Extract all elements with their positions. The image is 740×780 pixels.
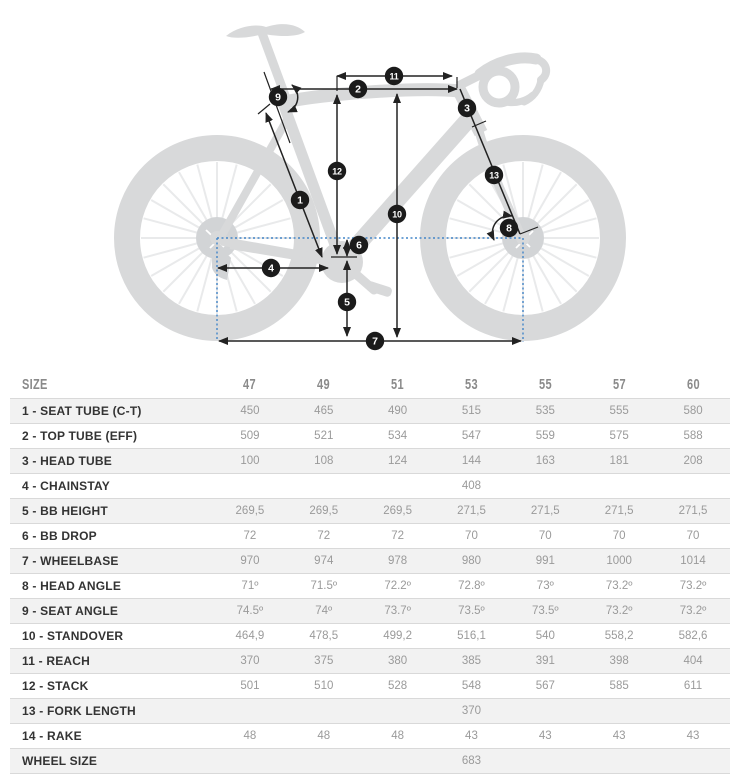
cell-value: 575 — [609, 430, 629, 442]
cell-value: 43 — [465, 730, 478, 742]
top-tube — [284, 90, 459, 102]
cell-value: 408 — [461, 480, 482, 492]
table-row — [10, 474, 730, 499]
cell-value: 73.2º — [679, 580, 707, 592]
row-label: 10 - STANDOVER — [22, 629, 124, 643]
pedal — [365, 280, 393, 298]
cell-value: 490 — [388, 405, 408, 417]
cell-value: 683 — [461, 755, 482, 767]
badge-3 — [458, 99, 476, 117]
svg-text:12: 12 — [332, 166, 342, 177]
cell-value: 72 — [391, 530, 404, 542]
cell-value: 271,5 — [678, 505, 708, 517]
cell-value: 611 — [683, 680, 703, 692]
cell-value: 528 — [388, 680, 408, 692]
cell-value — [361, 474, 435, 499]
row-label: 8 - HEAD ANGLE — [22, 579, 122, 593]
svg-text:2: 2 — [355, 83, 361, 96]
cell-value: 70 — [686, 530, 700, 542]
table-row — [10, 499, 730, 524]
cell-value: 559 — [535, 430, 555, 442]
cell-value: 271,5 — [604, 505, 634, 517]
cell-value: 585 — [609, 680, 629, 692]
svg-text:7: 7 — [372, 335, 378, 348]
geometry-table-body — [10, 399, 730, 774]
badge-10 — [388, 205, 406, 223]
cell-value: 555 — [609, 405, 629, 417]
cell-value: 980 — [461, 555, 482, 567]
table-row — [10, 649, 730, 674]
cell-value: 73º — [536, 580, 554, 592]
cell-value: 70 — [465, 530, 478, 542]
cell-value: 548 — [461, 680, 482, 692]
table-row — [10, 549, 730, 574]
badge-6 — [350, 236, 368, 254]
cell-value: 580 — [683, 405, 703, 417]
cell-value: 72.8º — [458, 580, 485, 592]
cell-value: 163 — [535, 455, 555, 467]
cell-value: 48 — [317, 730, 331, 742]
cell-value: 100 — [240, 455, 260, 467]
cell-value: 398 — [609, 655, 629, 667]
cell-value: 370 — [461, 705, 482, 717]
size-col-1: 47 — [243, 377, 257, 393]
svg-text:6: 6 — [356, 239, 362, 252]
cell-value: 124 — [388, 455, 408, 467]
row-label: 7 - WHEELBASE — [22, 554, 119, 568]
row-label: 3 - HEAD TUBE — [22, 454, 112, 468]
badge-13 — [485, 166, 503, 184]
svg-text:8: 8 — [506, 222, 512, 235]
table-row — [10, 674, 730, 699]
svg-text:13: 13 — [489, 170, 499, 181]
cell-value: 547 — [461, 430, 482, 442]
cell-value: 588 — [683, 430, 703, 442]
cell-value: 144 — [461, 455, 482, 467]
row-label: 12 - STACK — [22, 679, 89, 693]
cell-value — [656, 749, 730, 774]
cell-value: 450 — [240, 405, 260, 417]
cell-value — [361, 699, 435, 724]
cell-value: 70 — [612, 530, 626, 542]
row-label: 1 - SEAT TUBE (C-T) — [22, 404, 142, 418]
row-label: 9 - SEAT ANGLE — [22, 604, 119, 618]
cell-value: 73.2º — [605, 605, 633, 617]
svg-text:9: 9 — [275, 91, 281, 104]
cell-value: 72 — [317, 530, 331, 542]
badge-7 — [366, 332, 384, 350]
badge-12 — [328, 162, 346, 180]
cell-value: 108 — [314, 455, 334, 467]
table-row — [10, 599, 730, 624]
cell-value: 385 — [461, 655, 482, 667]
svg-text:10: 10 — [392, 209, 402, 220]
bike-geometry-diagram — [0, 0, 740, 372]
badge-11 — [385, 67, 403, 85]
cell-value: 375 — [314, 655, 334, 667]
badge-4 — [262, 259, 280, 277]
cell-value: 391 — [535, 655, 555, 667]
cell-value — [213, 474, 287, 499]
size-col-3: 51 — [391, 377, 405, 393]
table-row — [10, 749, 730, 774]
cell-value: 72.2º — [384, 580, 411, 592]
badge-8 — [500, 219, 518, 237]
row-label: WHEEL SIZE — [22, 754, 98, 768]
cell-value: 73.5º — [532, 605, 559, 617]
cell-value — [287, 474, 361, 499]
cell-value — [287, 699, 361, 724]
svg-text:3: 3 — [464, 102, 470, 115]
cell-value: 516,1 — [457, 630, 486, 642]
cell-value: 73.2º — [605, 580, 633, 592]
svg-text:4: 4 — [268, 262, 274, 275]
badge-2 — [349, 80, 367, 98]
row-label: 13 - FORK LENGTH — [22, 704, 136, 718]
table-row — [10, 424, 730, 449]
cell-value: 499,2 — [383, 630, 412, 642]
size-header-label: SIZE — [22, 377, 48, 393]
geometry-table-header — [10, 372, 730, 399]
cell-value — [656, 699, 730, 724]
cell-value: 73.5º — [458, 605, 485, 617]
cell-value: 43 — [612, 730, 626, 742]
cell-value: 181 — [609, 455, 629, 467]
cell-value: 48 — [243, 730, 257, 742]
cell-value: 73.7º — [384, 605, 411, 617]
cell-value: 71º — [241, 580, 259, 592]
cell-value: 404 — [683, 655, 703, 667]
cell-value: 71.5º — [310, 580, 338, 592]
cell-value: 1000 — [606, 555, 632, 567]
badge-9 — [269, 88, 287, 106]
svg-text:11: 11 — [389, 71, 399, 82]
cell-value: 991 — [535, 555, 555, 567]
row-label: 5 - BB HEIGHT — [22, 504, 108, 518]
cell-value: 501 — [240, 680, 260, 692]
cell-value: 271,5 — [530, 505, 560, 517]
cell-value: 70 — [538, 530, 552, 542]
cell-value: 48 — [391, 730, 404, 742]
table-row — [10, 449, 730, 474]
cell-value: 478,5 — [309, 630, 339, 642]
geometry-table — [10, 372, 730, 774]
cell-value: 521 — [314, 430, 334, 442]
cell-value: 974 — [314, 555, 334, 567]
cell-value — [582, 699, 656, 724]
cell-value: 540 — [535, 630, 555, 642]
cell-value — [213, 699, 287, 724]
size-col-4: 53 — [465, 377, 478, 393]
row-label: 14 - RAKE — [22, 729, 82, 743]
row-label: 4 - CHAINSTAY — [22, 479, 110, 493]
cell-value: 74.5º — [236, 605, 264, 617]
table-row — [10, 399, 730, 424]
cell-value — [656, 474, 730, 499]
cell-value — [508, 749, 582, 774]
badge-1 — [291, 191, 309, 209]
row-label: 2 - TOP TUBE (EFF) — [22, 429, 138, 443]
cell-value — [287, 749, 361, 774]
cell-value: 534 — [388, 430, 408, 442]
size-col-6: 57 — [612, 377, 626, 393]
cell-value — [508, 699, 582, 724]
size-col-7: 60 — [686, 377, 700, 393]
cell-value — [582, 749, 656, 774]
cell-value: 558,2 — [604, 630, 634, 642]
cell-value: 515 — [461, 405, 482, 417]
cell-value: 509 — [240, 430, 260, 442]
cell-value: 73.2º — [679, 605, 707, 617]
header-row — [10, 372, 730, 399]
cell-value: 370 — [240, 655, 260, 667]
badge-5 — [338, 293, 356, 311]
table-row — [10, 624, 730, 649]
cell-value: 970 — [240, 555, 260, 567]
cell-value: 1014 — [680, 555, 706, 567]
cell-value: 74º — [315, 605, 333, 617]
cell-value: 567 — [535, 680, 555, 692]
cell-value: 978 — [388, 555, 408, 567]
row-label: 11 - REACH — [22, 654, 91, 668]
cell-value — [213, 749, 287, 774]
cell-value — [582, 474, 656, 499]
cell-value: 271,5 — [457, 505, 486, 517]
cell-value: 43 — [686, 730, 700, 742]
seat-tube-top-tick — [258, 104, 270, 114]
cell-value: 269,5 — [235, 505, 265, 517]
cell-value: 269,5 — [309, 505, 339, 517]
table-row — [10, 574, 730, 599]
cell-value: 535 — [535, 405, 555, 417]
cell-value — [508, 474, 582, 499]
row-label: 6 - BB DROP — [22, 529, 97, 543]
cell-value: 43 — [538, 730, 552, 742]
handlebar — [480, 58, 546, 103]
cell-value: 510 — [314, 680, 334, 692]
cell-value: 208 — [683, 455, 703, 467]
cell-value: 465 — [314, 405, 334, 417]
bike-silhouette — [127, 24, 613, 328]
bike-geometry-svg — [0, 0, 740, 372]
cell-value — [361, 749, 435, 774]
cell-value: 582,6 — [678, 630, 708, 642]
svg-text:1: 1 — [297, 194, 303, 207]
cell-value: 464,9 — [235, 630, 265, 642]
size-col-5: 55 — [538, 377, 552, 393]
table-row — [10, 524, 730, 549]
table-row — [10, 724, 730, 749]
table-row — [10, 699, 730, 724]
size-col-2: 49 — [317, 377, 331, 393]
cell-value: 269,5 — [383, 505, 412, 517]
cell-value: 72 — [243, 530, 257, 542]
svg-text:5: 5 — [344, 296, 350, 309]
cell-value: 380 — [388, 655, 408, 667]
